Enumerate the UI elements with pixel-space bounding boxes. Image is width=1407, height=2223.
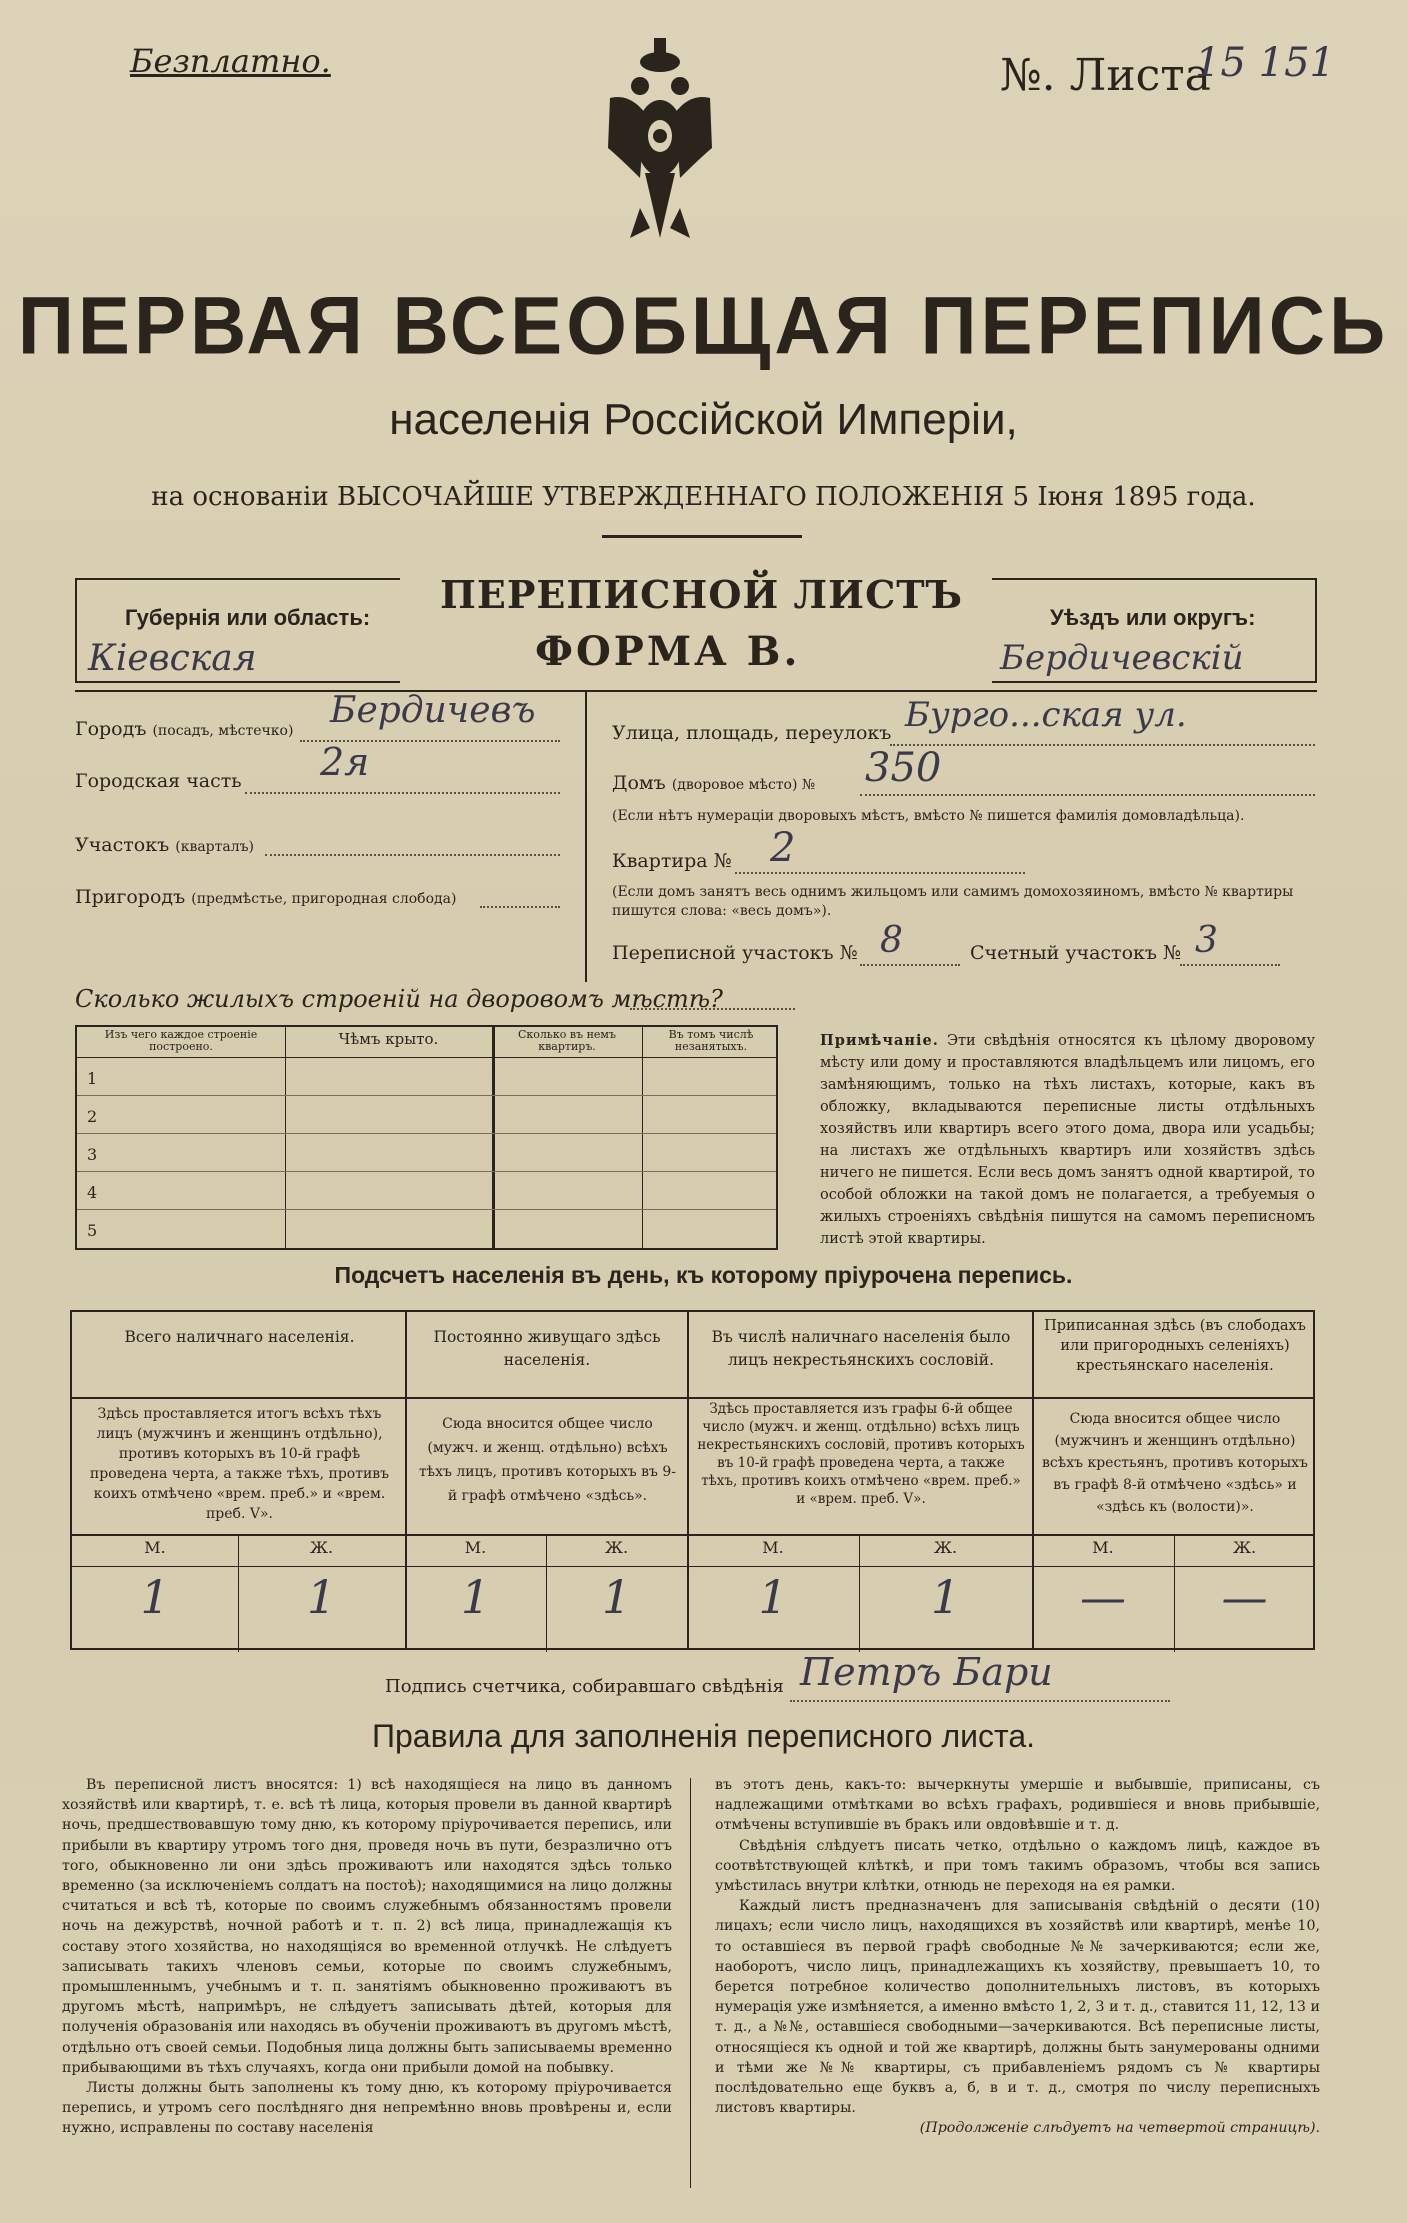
count-permanent-female[interactable]: 1 (601, 1570, 632, 1624)
count-male-label: М. (1092, 1538, 1114, 1557)
count-peasant-male[interactable]: — (1080, 1570, 1126, 1624)
count-head-non-peasant: Въ числѣ наличнаго населенія было лицъ некрестьянскихъ сословій. (711, 1328, 1011, 1369)
estate-row (77, 1057, 776, 1058)
sheet-number-label: №. Листа (1000, 50, 1211, 101)
estate-row-number: 1 (87, 1069, 98, 1088)
estate-row (77, 1133, 776, 1134)
population-count-table (70, 1310, 1315, 1650)
signature-field[interactable]: Петръ Бари (800, 1650, 1053, 1694)
count-desc-permanent: Сюда вносится общее число (мужч. и женщ. отдѣльно) всѣхъ тѣхъ лицъ, противъ которыхъ въ 9-й графѣ отмѣчено «здѣсь». (418, 1416, 677, 1504)
street-line (890, 744, 1315, 746)
apartment-label: Квартира № (612, 850, 732, 872)
rules-paragraph: Листы должны быть заполнены къ тому дню, къ которому пріурочивается перепись, и утромъ сего послѣдняго дня непремѣнно вновь провѣрены и, если нужно, исправлены по составу населенія (62, 2080, 672, 2137)
count-desc-peasant: Сюда вносится общее число (мужчинъ и женщинъ отдѣльно) всѣхъ крестьянъ, противъ которыхъ въ графѣ 8-й отмѣчено «здѣсь» и «здѣсь къ (волости)». (1042, 1411, 1308, 1515)
legal-basis: на основаніи ВЫСОЧАЙШЕ УТВЕРЖДЕННАГО ПОЛОЖЕНІЯ 5 Іюня 1895 года. (151, 482, 1256, 512)
estate-question-line (630, 1008, 795, 1010)
count-female-label: Ж. (309, 1538, 334, 1557)
estate-row-number: 2 (87, 1107, 98, 1126)
address-divider (585, 692, 587, 982)
estate-col-vacant: Въ томъ числѣ незанятыхъ. (668, 1028, 754, 1053)
rules-paragraph: Въ переписной листъ вносятся: 1) всѣ находящіеся на лицо въ данномъ хозяйствѣ или квартирѣ, т. е. всѣ тѣ лица, которыя провели въ данной квартирѣ ночь, предшествовавшую тому дню, къ которому пріурочивается перепись, или прибыли въ квартиру утромъ того дня, проведя ночь въ пути, безразлично отъ того, обыкновенно ли они здѣсь проживаютъ или находятся здѣсь только временно (за исключеніемъ солдатъ на постоѣ); находящимися на лицо должны считаться и всѣ тѣ, которые по своимъ служебнымъ обязанностямъ провели ночь на дежурствѣ, ночной работѣ и т. п. 2) всѣ лица, принадлежащія къ составу этого хозяйства, но находящіяся во временной отлучкѣ. Не слѣдуетъ записывать такихъ членовъ семьи, которые по своимъ служебнымъ, промышленнымъ, учебнымъ и т. п. занятіямъ обыкновенно проживаютъ въ другомъ мѣстѣ, напримѣръ, не слѣдуетъ записывать дѣтей, которыя для полученія образованія или находясь въ обученіи проживаютъ въ другомъ мѣстѣ, отдѣльно отъ своей семьи. Подобныя лица должны быть записываемы временно прибывающими въ тѣхъ случаяхъ, когда они прибыли домой на побывку. (62, 1777, 672, 2076)
rules-paragraph: въ этотъ день, какъ-то: вычеркнуты умершіе и выбывшіе, приписаны, съ надлежащими отмѣтками во всѣхъ графахъ, родившіеся и вновь прибывшіе, отмѣчены вступившіе въ бракъ или овдовѣвшіе и т. д. (715, 1777, 1320, 1834)
count-female-label: Ж. (1232, 1538, 1257, 1557)
count-male-label: М. (144, 1538, 166, 1557)
count-total-female[interactable]: 1 (306, 1570, 337, 1624)
count-plot-field[interactable]: 3 (1195, 920, 1218, 961)
census-plot-field[interactable]: 8 (880, 920, 903, 961)
county-label: Уѣздъ или округъ: (1050, 605, 1256, 630)
apartment-line (735, 872, 1025, 874)
count-plot-line (1180, 964, 1280, 966)
estate-note (820, 1030, 1315, 1250)
count-head-rule (72, 1397, 1313, 1399)
city-part-label: Городская часть (75, 770, 242, 792)
house-note: (Если нѣтъ нумераціи дворовыхъ мѣстъ, вмѣсто № пишется фамилія домовладѣльца). (612, 808, 1245, 824)
rules-paragraph: Свѣдѣнія слѣдуетъ писать четко, отдѣльно о каждомъ лицѣ, каждое въ соотвѣтствующей клѣткѣ, и при томъ такимъ образомъ, чтобы вся запись умѣстилась внутри клѣтки, отнюдь не переходя на ея рамки. (715, 1837, 1320, 1895)
house-label: Домъ (дворовое мѣсто) № (612, 772, 816, 794)
city-field[interactable]: Бердичевъ (330, 690, 536, 731)
estate-row-number: 4 (87, 1183, 98, 1202)
form-title: ПЕРЕПИСНОЙ ЛИСТЪ (440, 572, 963, 617)
address-top-rule (75, 690, 1317, 692)
estate-row-number: 5 (87, 1221, 98, 1240)
count-non-peasant-female[interactable]: 1 (930, 1570, 961, 1624)
street-label: Улица, площадь, переулокъ (612, 722, 892, 744)
rules-left-column (62, 1775, 672, 2139)
page-title: ПЕРВАЯ ВСЕОБЩАЯ ПЕРЕПИСЬ (17, 278, 1390, 372)
city-label: Городъ (посадъ, мѣстечко) (75, 718, 294, 740)
house-field[interactable]: 350 (865, 745, 942, 791)
house-line (860, 794, 1315, 796)
count-head-permanent: Постоянно живущаго здѣсь населенія. (433, 1328, 661, 1369)
continued-note: (Продолженіе слѣдуетъ на четвертой страницѣ). (919, 2120, 1320, 2137)
estate-table (75, 1025, 778, 1250)
count-female-label: Ж. (604, 1538, 629, 1557)
count-head-total: Всего наличнаго населенія. (124, 1328, 355, 1346)
county-field[interactable]: Бердичевскій (1000, 638, 1244, 678)
city-part-line (245, 792, 560, 794)
estate-row (77, 1171, 776, 1172)
count-permanent-male[interactable]: 1 (460, 1570, 491, 1624)
suburb-label: Пригородъ (предмѣстье, пригородная слобода) (75, 886, 457, 908)
estate-row (77, 1209, 776, 1210)
estate-row-number: 3 (87, 1145, 98, 1164)
form-type: ФОРМА В. (535, 628, 801, 675)
estate-question: Сколько жилыхъ строеній на дворовомъ мѣстѣ? (75, 985, 723, 1013)
city-part-field[interactable]: 2я (320, 740, 370, 784)
note-text: Эти свѣдѣнія относятся къ цѣлому дворовому мѣсту или дому и проставляются владѣльцемъ или лицомъ, его замѣняющимъ, только на тѣхъ листахъ, которые, какъ въ обложку, вкладываются переписные листы отдѣльныхъ хозяйствъ или квартиръ всего этого дома, двора или усадьбы; на листахъ же отдѣльныхъ квартиръ или хозяйствъ здѣсь ничего не пишется. Если весь домъ занятъ одной квартирой, то особой обложки на такой домъ не полагается, а требуемыя о жилыхъ строеніяхъ свѣдѣнія пишутся на самомъ переписномъ листѣ этой квартиры. (820, 1033, 1315, 1247)
free-label: Безплатно. (130, 42, 331, 80)
census-plot-line (860, 964, 960, 966)
double-headed-eagle-emblem (600, 38, 720, 258)
count-male-label: М. (464, 1538, 487, 1557)
district-label: Участокъ (кварталъ) (75, 834, 254, 856)
count-total-male[interactable]: 1 (140, 1570, 170, 1624)
estate-row (77, 1095, 776, 1096)
census-plot-label: Переписной участокъ № (612, 942, 858, 964)
count-plot-label: Счетный участокъ № (970, 942, 1181, 964)
count-head-peasant: Приписанная здѣсь (въ слободахъ или пригородныхъ селеніяхъ) крестьянскаго населенія. (1044, 1318, 1306, 1374)
population-count-title: Подсчетъ населенія въ день, къ которому пріурочена перепись. (334, 1262, 1073, 1288)
count-non-peasant-male[interactable]: 1 (758, 1570, 788, 1624)
estate-col-divider (642, 1027, 643, 1248)
district-line (265, 854, 560, 856)
count-male-label: М. (762, 1538, 784, 1557)
estate-col-divider (492, 1027, 495, 1248)
count-peasant-female[interactable]: — (1221, 1570, 1268, 1624)
title-divider (602, 535, 802, 538)
rules-title: Правила для заполненія переписного листа. (372, 1718, 1035, 1754)
rules-right-column (715, 1775, 1320, 2139)
rules-paragraph: Каждый листъ предназначенъ для записыванія свѣдѣній о десяти (10) лицахъ; если число лицъ, находящихся въ хозяйствѣ или квартирѣ, менѣе 10, то оставшіеся въ первой графѣ свободные №№ зачеркиваются; если же, наоборотъ, число лицъ, принадлежащихъ къ хозяйству, превышаетъ 10, то берется потребное количество дополнительныхъ листовъ, въ которыхъ нумерація уже измѣняется, а именно вмѣсто 1, 2, 3 и т. д., ставится 11, 12, 13 и т. д., а №№, оставшіеся свободными—зачеркиваются. Всѣ переписные листы, относящіеся къ одной и той же квартирѣ, должны быть занумерованы одними и тѣми же №№ квартиры, съ прибавленіемъ рядомъ съ № квартиры послѣдовательно еще буквъ а, б, в и т. д., смотря по числу переписныхъ листовъ квартиры. (715, 1898, 1320, 2117)
estate-col-divider (285, 1027, 286, 1248)
rules-column-divider (690, 1778, 691, 2188)
note-label: Примѣчаніе. (820, 1032, 939, 1049)
count-sex-rule (72, 1566, 1313, 1567)
street-field[interactable]: Бурго...ская ул. (905, 695, 1187, 735)
apartment-note: (Если домъ занятъ весь однимъ жильцомъ или самимъ домохозяиномъ, вмѣсто № квартиры пишутся слова: «весь домъ»). (612, 884, 1294, 919)
signature-label: Подпись счетчика, собиравшаго свѣдѣнія (385, 1676, 784, 1697)
page-subtitle: населенія Россійской Имперіи, (389, 395, 1018, 444)
count-desc-non-peasant: Здѣсь проставляется изъ графы 6-й общее число (мужч. и женщ. отдѣльно) всѣхъ лицъ некрестьянскихъ сословій, противъ которыхъ въ 10-й графѣ проведена черта, а также тѣхъ, противъ коихъ отмѣчено «врем. преб.» и «врем. преб. V». (697, 1401, 1025, 1507)
count-desc-rule (72, 1534, 1313, 1536)
sheet-number-value: 15 151 (1195, 40, 1335, 86)
count-female-label: Ж. (933, 1538, 958, 1557)
province-field[interactable]: Кіевская (88, 638, 257, 679)
suburb-line (480, 906, 560, 908)
apartment-field[interactable]: 2 (770, 825, 796, 871)
signature-line (790, 1700, 1170, 1702)
count-desc-total: Здѣсь проставляется итогъ всѣхъ тѣхъ лицъ (мужчинъ и женщинъ отдѣльно), противъ которыхъ въ 10-й графѣ проведена черта, а также тѣхъ, противъ коихъ отмѣчено «врем. преб.» и «врем. преб. V». (89, 1406, 390, 1522)
estate-col-material: Изъ чего каждое строеніе построено. (104, 1028, 258, 1053)
estate-col-roof: Чѣмъ крыто. (338, 1030, 439, 1048)
estate-col-apartments: Сколько въ немъ квартиръ. (518, 1028, 616, 1053)
province-label: Губернія или область: (125, 605, 371, 630)
